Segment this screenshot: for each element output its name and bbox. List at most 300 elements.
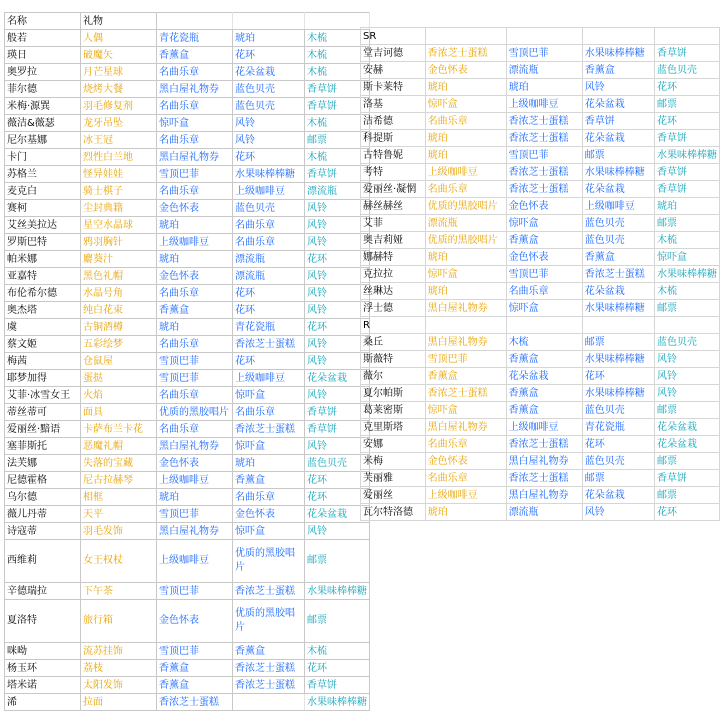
character-name-cell: 斯卡莱特 — [361, 79, 426, 96]
gift-cell: 花环 — [305, 660, 370, 677]
gift-cell: 尼古拉赫琴 — [81, 472, 157, 489]
gift-cell: 香草饼 — [305, 677, 370, 694]
gift-cell: 上级咖啡豆 — [582, 198, 654, 215]
table-row — [361, 487, 720, 504]
gift-cell: 金色怀表 — [157, 200, 233, 217]
gift-cell: 花环 — [233, 302, 305, 319]
gift-cell: 琥珀 — [157, 489, 233, 506]
gift-cell: 风铃 — [305, 217, 370, 234]
gift-cell: 雪顶巴菲 — [157, 643, 233, 660]
gift-cell: 香薰盒 — [233, 643, 305, 660]
gift-cell — [506, 28, 582, 45]
table-row — [5, 149, 370, 166]
character-name-cell: 杨玉环 — [5, 660, 81, 677]
gift-cell: 上级咖啡豆 — [157, 472, 233, 489]
gift-cell: 金色怀表 — [506, 198, 582, 215]
table-row — [5, 523, 370, 540]
gift-cell: 雪顶巴菲 — [425, 351, 506, 368]
gift-cell: 荔枝 — [81, 660, 157, 677]
gift-cell: 香浓芝士蛋糕 — [425, 45, 506, 62]
gift-cell: 香薰盒 — [582, 62, 654, 79]
character-name-cell: 桑丘 — [361, 334, 426, 351]
gift-cell: 风铃 — [582, 504, 654, 521]
table-row — [5, 387, 370, 404]
gift-cell: 风铃 — [305, 285, 370, 302]
table-row — [5, 600, 370, 643]
character-name-cell: 夏尔帕斯 — [361, 385, 426, 402]
gift-cell: 水果味棒棒糖 — [654, 266, 719, 283]
gift-cell: 香草饼 — [654, 45, 719, 62]
gift-cell: 青花瓷瓶 — [157, 30, 233, 47]
character-name-cell: 奥罗拉 — [5, 64, 81, 81]
gift-cell: 人偶 — [81, 30, 157, 47]
table-row — [5, 64, 370, 81]
table-row — [5, 47, 370, 64]
table-row — [361, 385, 720, 402]
gift-cell: 水果味棒棒糖 — [582, 45, 654, 62]
gift-cell: 上级咖啡豆 — [425, 487, 506, 504]
table-row — [5, 30, 370, 47]
character-name-cell: 爱丽丝·凝惘 — [361, 181, 426, 198]
character-name-cell: 布伦希尔德 — [5, 285, 81, 302]
gift-cell: 香浓芝士蛋糕 — [157, 694, 233, 711]
character-name-cell: 名称 — [5, 13, 81, 30]
table-row — [5, 115, 370, 132]
gift-cell: 花朵盆栽 — [582, 181, 654, 198]
gift-cell: 蓝色贝壳 — [582, 402, 654, 419]
gift-cell: 名曲乐章 — [157, 387, 233, 404]
table-row — [361, 113, 720, 130]
gift-cell: 花朵盆栽 — [654, 436, 719, 453]
character-name-cell: 尼德霍格 — [5, 472, 81, 489]
character-name-cell: 麦克白 — [5, 183, 81, 200]
character-name-cell: 安娜 — [361, 436, 426, 453]
gift-cell: 木梳 — [305, 47, 370, 64]
character-name-cell: 艾菲·冰雪女王 — [5, 387, 81, 404]
character-name-cell: 古特鲁妮 — [361, 147, 426, 164]
gift-cell: 拉面 — [81, 694, 157, 711]
gift-cell: 香草饼 — [305, 81, 370, 98]
gift-cell: 金色怀表 — [233, 506, 305, 523]
gift-cell: 火焰 — [81, 387, 157, 404]
gift-cell: 雪顶巴菲 — [506, 266, 582, 283]
character-name-cell: 浮士德 — [361, 300, 426, 317]
table-row — [5, 353, 370, 370]
table-row — [361, 198, 720, 215]
character-name-cell: 丝琳达 — [361, 283, 426, 300]
gift-cell: 惊吓盒 — [425, 402, 506, 419]
gift-cell: 黑白屋礼物券 — [157, 81, 233, 98]
table-row — [5, 81, 370, 98]
gift-cell: 女王权杖 — [81, 540, 157, 583]
gift-cell: 名曲乐章 — [157, 98, 233, 115]
gift-cell: 雪顶巴菲 — [157, 166, 233, 183]
character-name-cell: 薇儿丹蒂 — [5, 506, 81, 523]
gift-cell: 名曲乐章 — [157, 64, 233, 81]
gift-cell: 黑白屋礼物券 — [157, 438, 233, 455]
table-row — [5, 583, 370, 600]
gift-cell: 漂流瓶 — [305, 183, 370, 200]
gift-cell: 香薰盒 — [506, 232, 582, 249]
gift-cell: 水晶号角 — [81, 285, 157, 302]
gift-cell: 邮票 — [654, 453, 719, 470]
table-row — [361, 419, 720, 436]
gift-cell: 木梳 — [654, 232, 719, 249]
gift-cell: 漂流瓶 — [506, 62, 582, 79]
table-row — [5, 166, 370, 183]
gift-cell: 漂流瓶 — [506, 504, 582, 521]
gift-cell: 仓鼠屋 — [81, 353, 157, 370]
gift-cell: 蓝色贝壳 — [654, 62, 719, 79]
character-name-cell: 米梅·源巽 — [5, 98, 81, 115]
gift-cell: 邮票 — [654, 402, 719, 419]
gift-cell: 花环 — [305, 472, 370, 489]
gift-cell: 金色怀表 — [157, 455, 233, 472]
gift-cell: 名曲乐章 — [233, 234, 305, 251]
gift-cell: 香薰盒 — [157, 660, 233, 677]
character-name-cell: 辛德瑞拉 — [5, 583, 81, 600]
gift-cell: 风铃 — [305, 353, 370, 370]
gift-cell: 花环 — [582, 436, 654, 453]
gift-cell: 琥珀 — [425, 249, 506, 266]
gift-cell: 古铜酒樽 — [81, 319, 157, 336]
gift-cell: 名曲乐章 — [425, 470, 506, 487]
table-row — [5, 540, 370, 583]
gift-cell: 风铃 — [582, 79, 654, 96]
character-name-cell: 夏洛特 — [5, 600, 81, 643]
gift-cell: 龙牙吊坠 — [81, 115, 157, 132]
gift-cell: 惊吓盒 — [157, 115, 233, 132]
gift-cell: 琥珀 — [425, 147, 506, 164]
character-name-cell: 考特 — [361, 164, 426, 181]
gift-cell: 蓝色贝壳 — [582, 453, 654, 470]
gift-cell: 优质的黑胶唱片 — [425, 198, 506, 215]
table-row — [361, 130, 720, 147]
character-name-cell: 斯薇特 — [361, 351, 426, 368]
gift-cell: 邮票 — [305, 540, 370, 583]
gift-cell: 邮票 — [654, 487, 719, 504]
character-name-cell: 塔米诺 — [5, 677, 81, 694]
table-row — [361, 334, 720, 351]
gift-cell: 木梳 — [305, 115, 370, 132]
table-row — [5, 455, 370, 472]
gift-cell: 鸦羽胸针 — [81, 234, 157, 251]
gift-cell: 名曲乐章 — [506, 283, 582, 300]
character-name-cell: 赛柯 — [5, 200, 81, 217]
gift-cell: 邮票 — [654, 96, 719, 113]
gift-cell: 流苏挂饰 — [81, 643, 157, 660]
gift-cell: 上级咖啡豆 — [157, 540, 233, 583]
table-row — [361, 232, 720, 249]
character-name-cell: 蔡文姬 — [5, 336, 81, 353]
gift-cell: 花环 — [305, 251, 370, 268]
gift-cell: 风铃 — [654, 351, 719, 368]
character-name-cell: 艾丝美拉达 — [5, 217, 81, 234]
gift-cell: 香草饼 — [654, 164, 719, 181]
gift-cell: 名曲乐章 — [157, 421, 233, 438]
gift-cell: 花环 — [233, 47, 305, 64]
character-name-cell: 安赫 — [361, 62, 426, 79]
gift-cell: 黑白屋礼物券 — [506, 487, 582, 504]
gift-cell: 骑士棋子 — [81, 183, 157, 200]
gift-cell: 风铃 — [305, 438, 370, 455]
gift-cell: 上级咖啡豆 — [425, 164, 506, 181]
table-row — [5, 200, 370, 217]
character-name-cell: 薇洁&薇瑟 — [5, 115, 81, 132]
gift-cell: 惊吓盒 — [425, 266, 506, 283]
character-name-cell: 乌尔德 — [5, 489, 81, 506]
gift-cell: 花环 — [654, 79, 719, 96]
gift-cell: 惊吓盒 — [233, 523, 305, 540]
gift-cell: 琥珀 — [157, 217, 233, 234]
left-gift-table — [4, 12, 370, 711]
character-name-cell: 芙丽雅 — [361, 470, 426, 487]
gift-cell: 金色怀表 — [157, 268, 233, 285]
gift-cell: 风铃 — [305, 268, 370, 285]
table-row — [5, 643, 370, 660]
gift-cell: 雪顶巴菲 — [506, 45, 582, 62]
character-name-cell: 赫丝赫丝 — [361, 198, 426, 215]
gift-cell: 太阳发饰 — [81, 677, 157, 694]
character-name-cell: 克里斯塔 — [361, 419, 426, 436]
gift-cell: 烈性白兰地 — [81, 149, 157, 166]
gift-cell: 香薰盒 — [582, 249, 654, 266]
gift-cell: 香草饼 — [654, 130, 719, 147]
gift-cell: 金色怀表 — [506, 249, 582, 266]
gift-cell: 邮票 — [654, 215, 719, 232]
gift-cell: 名曲乐章 — [425, 113, 506, 130]
gift-cell: 月芒星球 — [81, 64, 157, 81]
gift-cell: 花朵盆栽 — [305, 506, 370, 523]
gift-cell: 水果味棒棒糖 — [582, 351, 654, 368]
gift-cell: 黑白屋礼物券 — [425, 300, 506, 317]
gift-cell: 名曲乐章 — [157, 132, 233, 149]
gift-cell: 羽毛发饰 — [81, 523, 157, 540]
gift-cell: 琥珀 — [233, 455, 305, 472]
table-row — [361, 453, 720, 470]
character-name-cell: 爱丽丝 — [361, 487, 426, 504]
table-row — [361, 62, 720, 79]
gift-cell: 名曲乐章 — [157, 285, 233, 302]
table-row — [361, 402, 720, 419]
character-name-cell: 诗寇蒂 — [5, 523, 81, 540]
table-row — [361, 266, 720, 283]
gift-cell: 羽毛修复剂 — [81, 98, 157, 115]
character-name-cell: 般若 — [5, 30, 81, 47]
character-name-cell: 米梅 — [361, 453, 426, 470]
character-name-cell: 虞 — [5, 319, 81, 336]
gift-cell: 花环 — [654, 504, 719, 521]
gift-cell — [157, 13, 233, 30]
character-name-cell: SR — [361, 28, 426, 45]
gift-cell: 风铃 — [233, 115, 305, 132]
gift-cell — [233, 694, 305, 711]
gift-cell: 花环 — [582, 368, 654, 385]
right-gift-table — [360, 27, 720, 521]
gift-cell: 尘封典籍 — [81, 200, 157, 217]
gift-cell: 香浓芝士蛋糕 — [233, 583, 305, 600]
character-name-cell: 科提斯 — [361, 130, 426, 147]
gift-cell: 花朵盆栽 — [305, 370, 370, 387]
gift-cell: 惊吓盒 — [654, 249, 719, 266]
gift-cell: 花朵盆栽 — [506, 368, 582, 385]
gift-cell: 蓝色贝壳 — [233, 200, 305, 217]
gift-cell: 冰王冠 — [81, 132, 157, 149]
gift-cell: 邮票 — [305, 132, 370, 149]
gift-cell: 相框 — [81, 489, 157, 506]
gift-cell: 邮票 — [582, 470, 654, 487]
gift-cell: 恶魔礼帽 — [81, 438, 157, 455]
gift-cell: 花环 — [305, 489, 370, 506]
gift-cell: 琥珀 — [425, 504, 506, 521]
gift-cell: 花朵盆栽 — [233, 64, 305, 81]
gift-cell — [506, 317, 582, 334]
gift-cell: 风铃 — [654, 368, 719, 385]
table-row — [5, 234, 370, 251]
character-name-cell: 法芙娜 — [5, 455, 81, 472]
gift-cell: 水果味棒棒糖 — [305, 694, 370, 711]
gift-cell — [654, 317, 719, 334]
gift-cell: 纯白花束 — [81, 302, 157, 319]
gift-cell — [654, 28, 719, 45]
gift-cell: 花朵盆栽 — [582, 487, 654, 504]
gift-cell: 花朵盆栽 — [654, 419, 719, 436]
gift-cell: 风铃 — [305, 523, 370, 540]
table-row — [361, 45, 720, 62]
gift-cell: 优质的黑胶唱片 — [233, 600, 305, 643]
gift-cell: 水果味棒棒糖 — [233, 166, 305, 183]
gift-cell: 香浓芝士蛋糕 — [582, 266, 654, 283]
gift-cell: 惊吓盒 — [233, 438, 305, 455]
table-row — [5, 285, 370, 302]
character-name-cell: 葛莱密斯 — [361, 402, 426, 419]
gift-cell: 水果味棒棒糖 — [654, 147, 719, 164]
gift-cell: 香薰盒 — [425, 368, 506, 385]
gift-cell: 木梳 — [305, 149, 370, 166]
table-row — [361, 215, 720, 232]
table-row — [361, 28, 720, 45]
gift-cell: 上级咖啡豆 — [506, 96, 582, 113]
table-row — [361, 368, 720, 385]
gift-cell: 香浓芝士蛋糕 — [506, 130, 582, 147]
gift-cell: 旅行箱 — [81, 600, 157, 643]
character-name-cell: 耶梦加得 — [5, 370, 81, 387]
gift-cell: 木梳 — [506, 334, 582, 351]
character-name-cell: 帕米娜 — [5, 251, 81, 268]
table-header-row — [5, 13, 370, 30]
table-row — [361, 470, 720, 487]
gift-cell: 惊吓盒 — [506, 300, 582, 317]
table-row — [361, 317, 720, 334]
table-row — [5, 183, 370, 200]
gift-cell: 香草饼 — [654, 470, 719, 487]
gift-cell: 失落的宝藏 — [81, 455, 157, 472]
gift-cell: 花朵盆栽 — [582, 96, 654, 113]
gift-cell: 香浓芝士蛋糕 — [233, 421, 305, 438]
gift-cell: 名曲乐章 — [157, 183, 233, 200]
gift-cell: 卡萨布兰卡花 — [81, 421, 157, 438]
gift-cell: 名曲乐章 — [425, 181, 506, 198]
gift-cell: 香草饼 — [305, 421, 370, 438]
character-name-cell: 堂吉诃德 — [361, 45, 426, 62]
table-row — [5, 694, 370, 711]
gift-cell: 上级咖啡豆 — [506, 419, 582, 436]
gift-cell: 风铃 — [305, 200, 370, 217]
gift-cell: 青花瓷瓶 — [582, 419, 654, 436]
character-name-cell: 浠 — [5, 694, 81, 711]
gift-cell: 风铃 — [305, 302, 370, 319]
table-row — [361, 283, 720, 300]
gift-cell: 水果味棒棒糖 — [582, 164, 654, 181]
character-name-cell: 苏格兰 — [5, 166, 81, 183]
gift-cell: 名曲乐章 — [233, 489, 305, 506]
gift-cell: 花朵盆栽 — [582, 130, 654, 147]
gift-cell: 香浓芝士蛋糕 — [506, 436, 582, 453]
gift-cell: 香薰盒 — [157, 47, 233, 64]
gift-cell: 漂流瓶 — [425, 215, 506, 232]
table-row — [361, 181, 720, 198]
table-row — [5, 472, 370, 489]
gift-cell: 木梳 — [305, 643, 370, 660]
gift-cell — [425, 317, 506, 334]
gift-cell: 香浓芝士蛋糕 — [506, 164, 582, 181]
character-name-cell: 奥杰塔 — [5, 302, 81, 319]
gift-cell: 花环 — [233, 353, 305, 370]
gift-cell: 优质的黑胶唱片 — [157, 404, 233, 421]
gift-cell: 香薰盒 — [506, 402, 582, 419]
gift-cell: 上级咖啡豆 — [233, 183, 305, 200]
gift-cell: 花环 — [654, 113, 719, 130]
character-name-cell: 奥吉莉娅 — [361, 232, 426, 249]
gift-cell: 花环 — [233, 149, 305, 166]
gift-cell: 金色怀表 — [425, 453, 506, 470]
gift-cell: 香薰盒 — [157, 677, 233, 694]
character-name-cell: 罗斯巴特 — [5, 234, 81, 251]
gift-cell: 烧烤大餐 — [81, 81, 157, 98]
gift-cell: 雪顶巴菲 — [157, 583, 233, 600]
character-name-cell: 塞菲斯托 — [5, 438, 81, 455]
table-row — [361, 436, 720, 453]
gift-cell: 名曲乐章 — [233, 404, 305, 421]
gift-cell: 名曲乐章 — [425, 436, 506, 453]
gift-cell: 香草饼 — [582, 113, 654, 130]
table-row — [5, 677, 370, 694]
gift-cell: 面具 — [81, 404, 157, 421]
character-name-cell: 瑛日 — [5, 47, 81, 64]
table-row — [5, 336, 370, 353]
gift-cell: 风铃 — [654, 385, 719, 402]
table-row — [5, 251, 370, 268]
table-row — [361, 249, 720, 266]
gift-cell: 木梳 — [305, 30, 370, 47]
character-name-cell: 爱丽丝·黯语 — [5, 421, 81, 438]
gift-cell: 琥珀 — [233, 30, 305, 47]
gift-cell: 金色怀表 — [425, 62, 506, 79]
table-row — [5, 438, 370, 455]
table-row — [361, 504, 720, 521]
gift-cell: 雪顶巴菲 — [157, 506, 233, 523]
table-row — [5, 370, 370, 387]
gift-cell: 风铃 — [305, 387, 370, 404]
gift-cell: 黑白屋礼物券 — [157, 149, 233, 166]
gift-cell: 香浓芝士蛋糕 — [506, 113, 582, 130]
gift-cell: 香草饼 — [654, 181, 719, 198]
gift-cell — [425, 28, 506, 45]
gift-cell: 琥珀 — [425, 130, 506, 147]
gift-cell: 花环 — [305, 319, 370, 336]
gift-cell: 琥珀 — [506, 79, 582, 96]
gift-cell — [233, 13, 305, 30]
